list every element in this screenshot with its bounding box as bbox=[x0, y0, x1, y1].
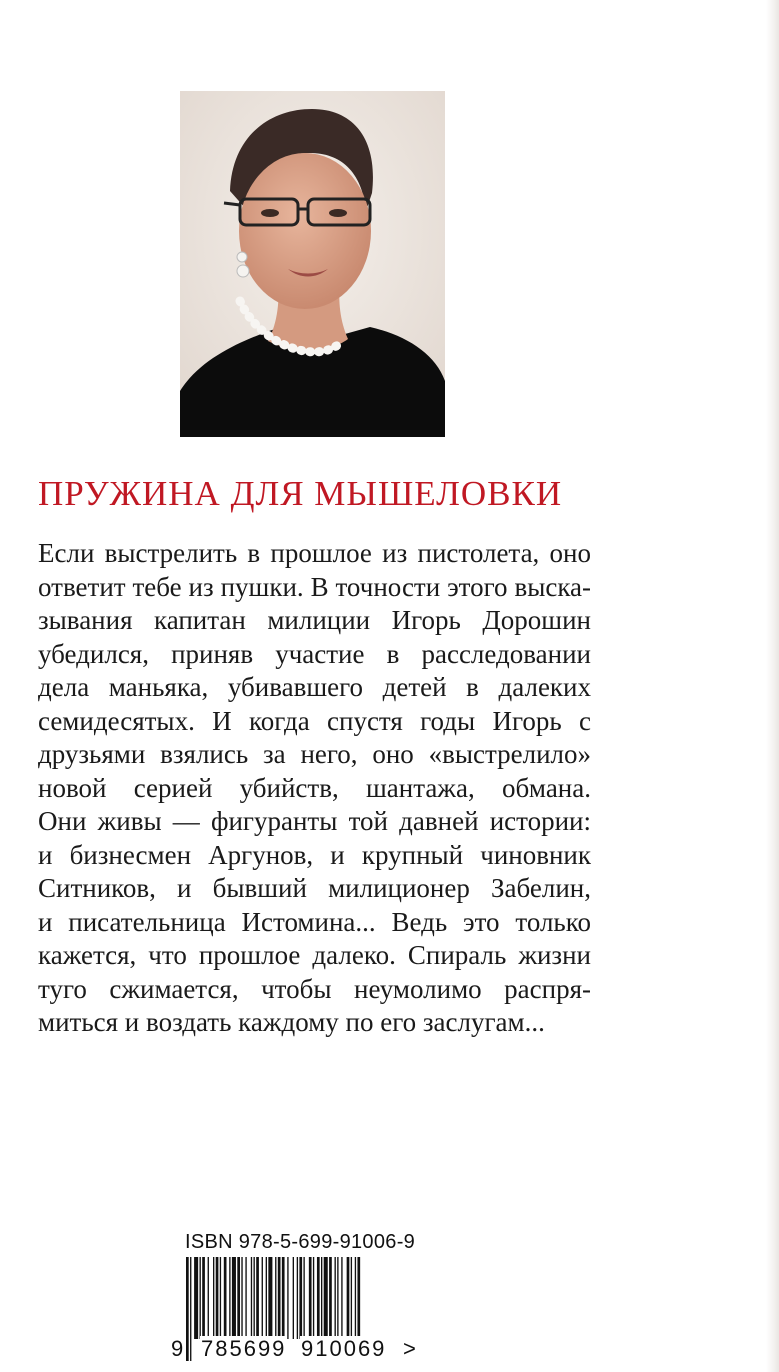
barcode-bar bbox=[232, 1257, 236, 1339]
barcode-bar bbox=[256, 1257, 259, 1339]
barcode-bar bbox=[229, 1257, 230, 1339]
annotation-line: кажется, что прошлое далеко. Спираль жизни bbox=[38, 940, 591, 970]
annotation-line: дела маньяка, убивавшего детей в далеких bbox=[38, 672, 591, 702]
barcode-bar bbox=[347, 1257, 350, 1339]
barcode-bar bbox=[335, 1257, 336, 1339]
barcode-bar bbox=[216, 1257, 219, 1339]
barcode-bar bbox=[313, 1257, 314, 1339]
barcode-bar bbox=[287, 1257, 288, 1339]
barcode-bar bbox=[200, 1257, 201, 1339]
annotation-line: семидесятых. И когда спустя годы Игорь с bbox=[38, 705, 591, 736]
annotation-line: новой серией убийств, шантажа, обмана. bbox=[38, 772, 591, 803]
annotation-line: ответит тебе из пушки. В точности этого выска- bbox=[38, 571, 591, 602]
annotation-line: друзьями взялись за него, оно «выстрелило» bbox=[38, 739, 591, 769]
barcode-bar bbox=[254, 1257, 255, 1339]
barcode-bar bbox=[266, 1257, 267, 1339]
barcode-bar bbox=[251, 1257, 252, 1339]
barcode-bar bbox=[213, 1257, 214, 1339]
annotation-line: туго сжимается, чтобы неумолимо распря- bbox=[38, 973, 591, 1004]
annotation-line: убедился, приняв участие в расследовании bbox=[38, 638, 591, 669]
annotation-line: зывания капитан милиции Игорь Дорошин bbox=[38, 605, 591, 635]
barcode-bar bbox=[190, 1257, 191, 1361]
barcode-bar bbox=[268, 1257, 272, 1339]
barcode-digits-left: 785699 bbox=[201, 1336, 287, 1361]
barcode-bar bbox=[245, 1257, 246, 1339]
barcode-bar bbox=[275, 1257, 276, 1339]
isbn-label: ISBN 978-5-699-91006-9 bbox=[185, 1231, 416, 1253]
barcode-bar bbox=[299, 1257, 302, 1339]
barcode-digit-lead: 9 bbox=[171, 1336, 184, 1361]
author-photo bbox=[180, 91, 445, 437]
annotation-line: Ситников, и бывший милиционер Забелин, bbox=[38, 873, 591, 903]
barcode-bar bbox=[262, 1257, 263, 1339]
barcode-bar bbox=[337, 1257, 338, 1339]
barcode-bar bbox=[186, 1257, 189, 1361]
barcode-bar bbox=[324, 1257, 328, 1339]
barcode-bar bbox=[351, 1257, 352, 1339]
spine-edge bbox=[766, 0, 779, 1372]
barcode-bar bbox=[241, 1257, 242, 1339]
barcode-bar bbox=[329, 1257, 332, 1339]
barcode-digits-right: 910069 bbox=[301, 1336, 387, 1361]
annotation-line: Если выстрелить в прошлое из пистолета, оно bbox=[38, 538, 591, 568]
barcode-bar bbox=[357, 1257, 360, 1339]
annotation-line: миться и воздать каждому по его заслугам... bbox=[38, 1007, 545, 1037]
book-annotation bbox=[38, 537, 591, 1040]
barcode-bar bbox=[297, 1257, 298, 1339]
barcode-arrow: > bbox=[403, 1336, 416, 1361]
barcode-bar bbox=[355, 1257, 356, 1339]
barcode-bar bbox=[303, 1257, 304, 1339]
barcode-bar bbox=[202, 1257, 205, 1339]
barcode-bar bbox=[224, 1257, 227, 1339]
barcode-bar bbox=[309, 1257, 312, 1339]
annotation-line: Они живы — фигуранты той давней истории: bbox=[38, 806, 591, 836]
barcode-bar bbox=[220, 1257, 221, 1339]
barcode-bar bbox=[317, 1257, 320, 1339]
annotation-line: и писательница Истомина... Ведь это только bbox=[38, 906, 591, 937]
barcode-bar bbox=[293, 1257, 294, 1339]
annotation-line: и бизнесмен Аргунов, и крупный чиновник bbox=[38, 839, 591, 870]
barcode-bar bbox=[321, 1257, 322, 1339]
barcode-bar bbox=[341, 1257, 342, 1339]
book-title: ПРУЖИНА ДЛЯ МЫШЕЛОВКИ bbox=[38, 474, 563, 513]
barcode-bar bbox=[194, 1257, 198, 1339]
barcode-bar bbox=[237, 1257, 240, 1339]
barcode-bar bbox=[208, 1257, 209, 1339]
